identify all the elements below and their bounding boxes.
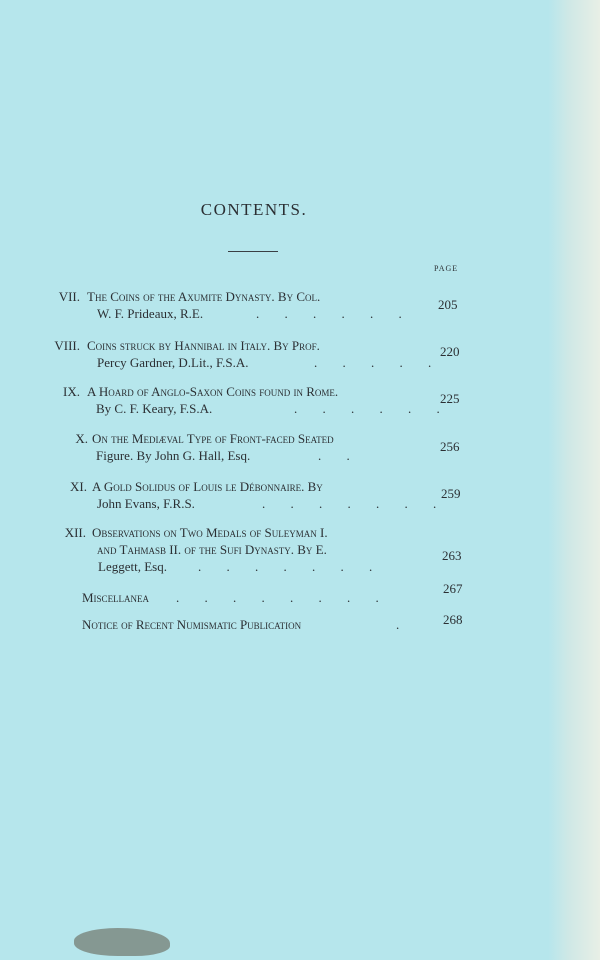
entry-author: John Evans, F.R.S.: [97, 496, 195, 511]
heading-rule: [228, 251, 278, 252]
entry-author: By C. F. Keary, F.S.A.: [96, 401, 213, 416]
paper-stain: [74, 928, 170, 956]
leader-dots: . . . . . .: [294, 401, 451, 416]
page-column-label: PAGE: [434, 264, 459, 273]
leader-dots: . . . . . . .: [262, 496, 448, 511]
entry-number: XI.: [70, 479, 87, 494]
leader-dots: . . . . . . . .: [176, 590, 390, 605]
entry-title: The Coins of the Axumite Dynasty. By Col.: [87, 289, 321, 304]
page-number: 205: [438, 297, 458, 312]
page-number: 256: [440, 439, 460, 454]
page-edge: [548, 0, 600, 960]
leader-dots: . . . . . . .: [198, 559, 384, 574]
page-number: 225: [440, 391, 460, 406]
entry-author: Leggett, Esq.: [98, 559, 167, 574]
page-number: 263: [442, 548, 462, 563]
page-number: 220: [440, 344, 460, 359]
entry-title: A Hoard of Anglo-Saxon Coins found in Rome.: [87, 384, 339, 399]
entry-author: W. F. Prideaux, R.E.: [97, 306, 204, 321]
leader-dots: .: [396, 617, 411, 632]
entry-number: XII.: [64, 525, 86, 540]
entry-author: Percy Gardner, D.Lit., F.S.A.: [97, 355, 249, 370]
entry-title: Coins struck by Hannibal in Italy. By Prof.: [87, 338, 320, 353]
leader-dots: . .: [318, 448, 361, 463]
entry-author: Figure. By John G. Hall, Esq.: [96, 448, 251, 463]
leader-dots: . . . . . .: [256, 306, 413, 321]
entry-title-cont: and Tahmasb II. of the Sufi Dynasty. By E.: [97, 542, 327, 557]
notice-label: Notice of Recent Numismatic Publication: [82, 617, 302, 632]
entry-title: On the Mediæval Type of Front-faced Seated: [92, 431, 334, 446]
entry-number: X.: [75, 431, 88, 446]
page-number: 267: [443, 581, 463, 596]
entry-number: VII.: [58, 289, 80, 304]
entry-number: IX.: [63, 384, 80, 399]
page-number: 268: [443, 612, 463, 627]
contents-heading: CONTENTS.: [200, 200, 308, 219]
leader-dots: . . . . .: [314, 355, 443, 370]
entry-title: A Gold Solidus of Louis le Débonnaire. By: [92, 479, 323, 494]
misc-label: Miscellanea: [82, 590, 150, 605]
entry-title: Observations on Two Medals of Suleyman I.: [92, 525, 328, 540]
entry-number: VIII.: [54, 338, 80, 353]
page-number: 259: [441, 486, 461, 501]
